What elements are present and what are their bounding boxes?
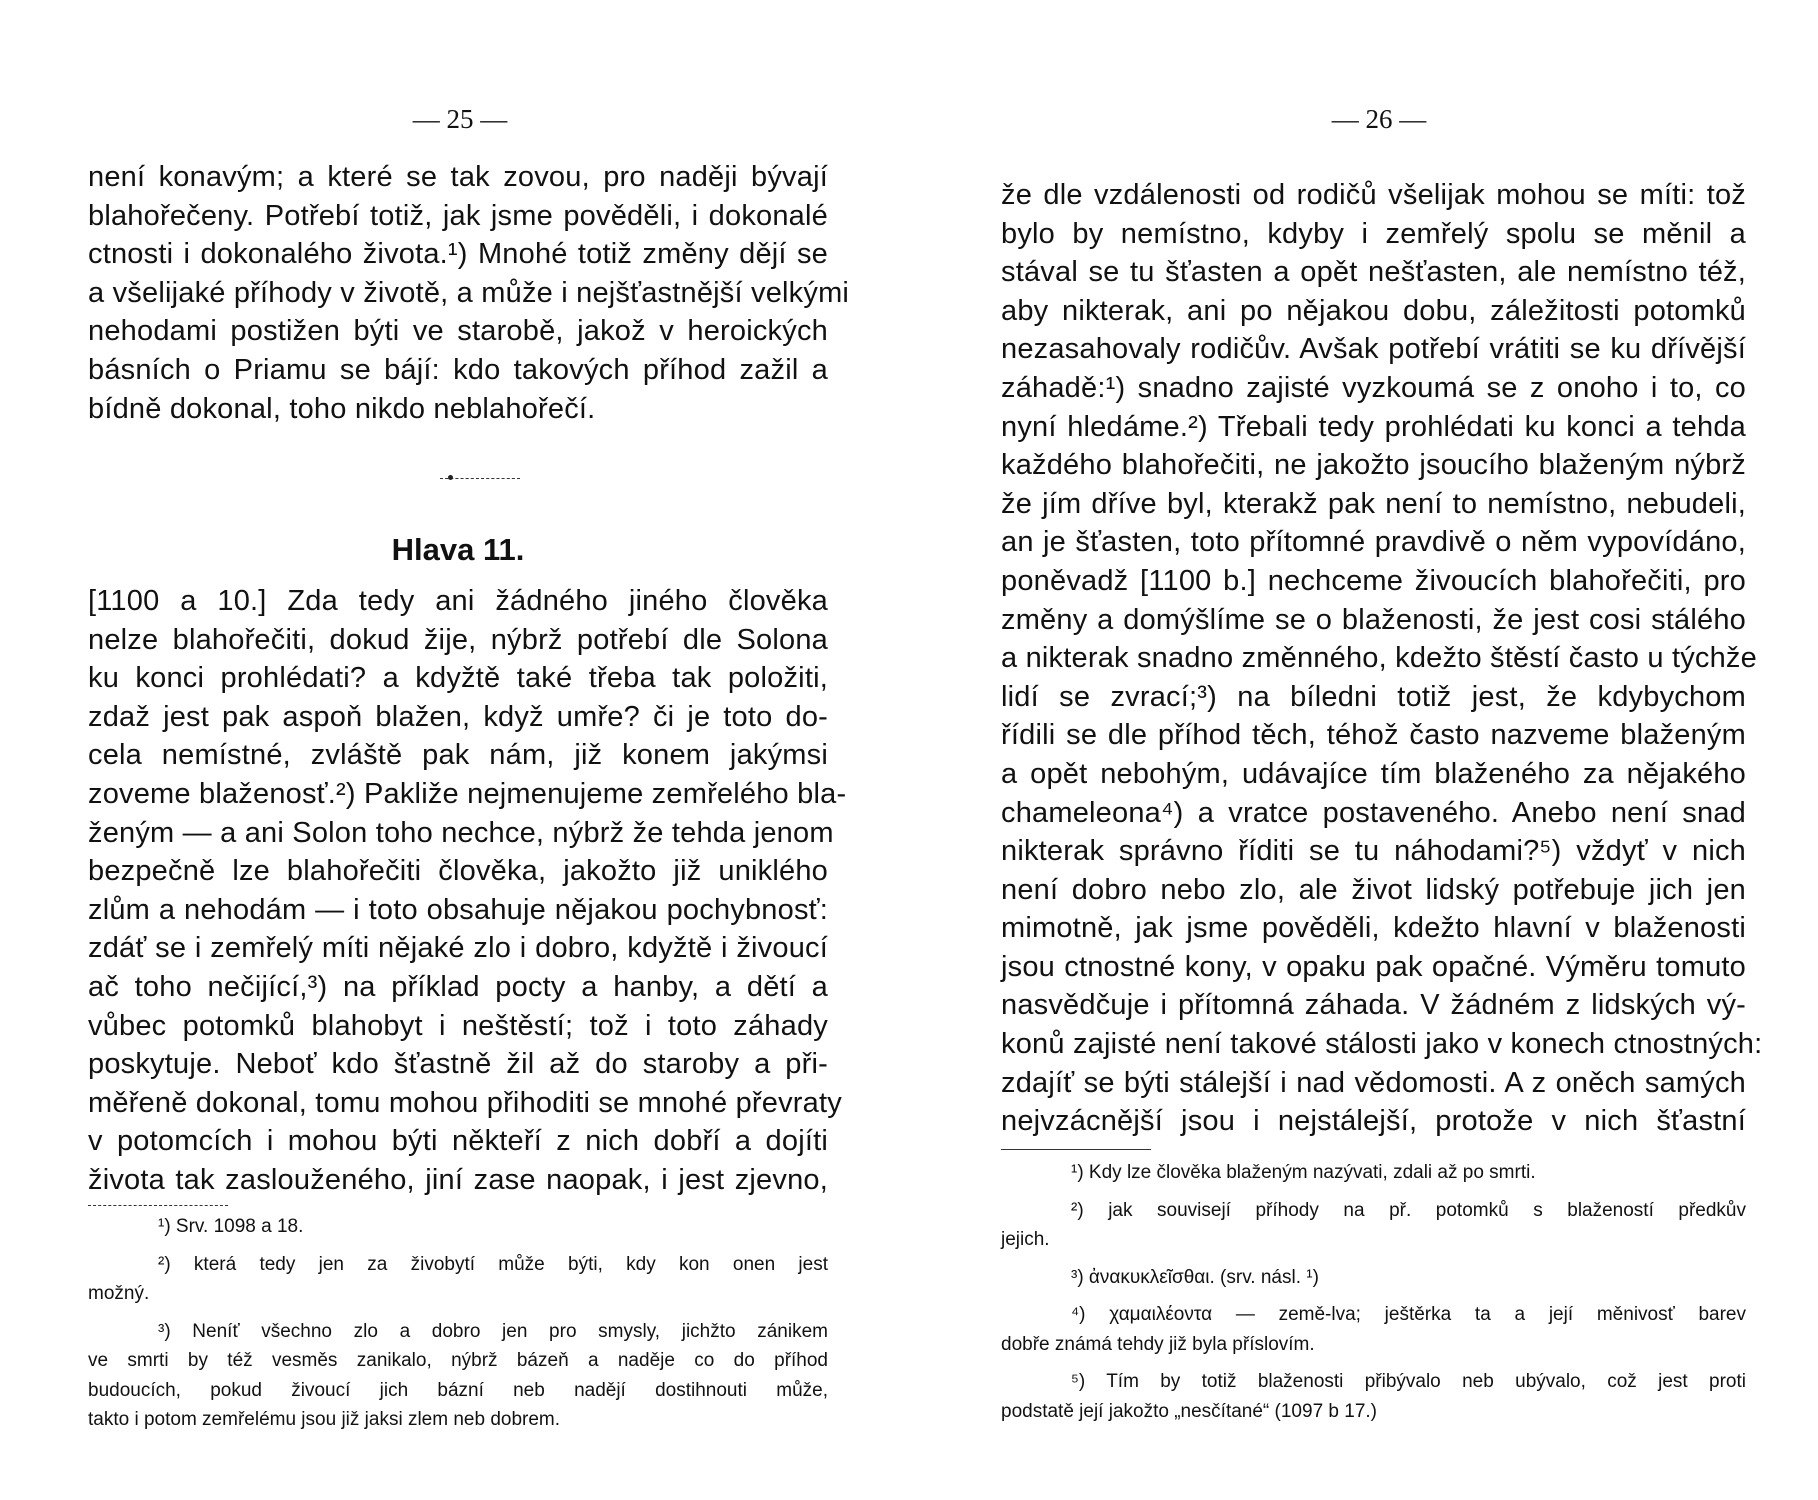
text-line: v potomcích i mohou býti někteří z nich dobří a dojíti <box>88 1125 828 1158</box>
text-line: nehodami postižen býti ve starobě, jakož v heroických <box>88 315 828 348</box>
text-line: a všelijaké příhody v životě, a může i nejšťastnější velkými <box>88 276 850 309</box>
text-line: každého blahořečiti, ne jakožto jsoucího blaženým nýbrž <box>1001 449 1746 482</box>
text-line: nejvzácnější jsou i nejstálejší, protože v nich šťastní <box>1001 1105 1746 1138</box>
text-line: a nikterak snadno změnného, kdežto štěstí často u týchže <box>1001 642 1757 675</box>
text-line: není konavým; a které se tak zovou, pro naději bývají <box>88 161 828 193</box>
text-line: nelze blahořečiti, dokud žije, nýbrž potřebí dle Solona <box>88 623 828 656</box>
text-line: aby nikterak, ani po nějakou dobu, záležitosti potomků <box>1001 294 1746 327</box>
footnote-1 <box>88 1212 828 1242</box>
text-line: ku konci prohlédati? a kdyžtě také třeba tak položiti, <box>88 662 828 695</box>
footnote-line: ⁴) χαμαιλέοντα — země-lva; ještěrka ta a její měnivosť barev <box>1071 1304 1746 1325</box>
text-line: nezasahovaly rodičův. Avšak potřebí vrátiti se ku dřívější <box>1001 333 1746 366</box>
footnote-line: ²) která tedy jen za živobytí může býti, kdy kon onen jest <box>158 1253 828 1275</box>
footnote-line: ve smrti by též vesměs zanikalo, nýbrž bázeň a naděje co do příhod <box>88 1350 828 1371</box>
footnote-line: budoucích, pokud živoucí jich bázní neb nadějí dostihnouti může, <box>88 1379 828 1401</box>
section-separator <box>440 478 520 481</box>
text-line: že dle vzdálenosti od rodičů všelijak mohou se míti: tož <box>1001 179 1746 211</box>
footnote-rule <box>1001 1149 1151 1150</box>
text-line: zdajíť se býti stálejší i nad vědomosti. A z oněch samých <box>1001 1066 1746 1099</box>
chapter-heading: Hlava 11. <box>391 532 525 567</box>
footnote-3 <box>88 1317 828 1435</box>
text-line: nasvědčuje i přítomná záhada. V žádném z lidských vý- <box>1001 989 1746 1022</box>
text-line: a opět nebohým, udávajíce tím blaženého za nějakého <box>1001 757 1746 790</box>
footnote-line: ⁵) Tím by totiž blaženosti přibývalo neb ubývalo, což jest proti <box>1071 1371 1746 1392</box>
footnote-1 <box>1001 1158 1746 1188</box>
footnotes <box>88 1212 828 1435</box>
text-line: zoveme blaženosť.²) Pakliže nejmenujeme zemřelého bla- <box>88 777 847 810</box>
footnote-line: ³) Neníť všechno zlo a dobro jen pro smysly, jichžto zánikem <box>158 1320 828 1342</box>
text-line: života tak zaslouženého, jiní zase naopak, i jest zjevno, <box>88 1163 828 1196</box>
footnote-rule <box>88 1205 228 1206</box>
text-line: chameleona⁴) a vratce postaveného. Anebo není snad <box>1001 796 1746 829</box>
text-line: lidí se zvrací;³) na bíledni totiž jest, že kdybychom <box>1001 680 1746 713</box>
text-line: poskytuje. Neboť kdo šťastně žil až do staroby a při- <box>88 1048 828 1081</box>
text-line: nikterak správno říditi se tu náhodami?⁵) vždyť v nich <box>1001 835 1746 868</box>
text-line: poněvadž [1100 b.] nechceme živoucích blahořečiti, pro <box>1001 564 1746 597</box>
text-line: ctnosti i dokonalého života.¹) Mnohé totiž změny dějí se <box>88 238 828 271</box>
footnote-4 <box>1001 1300 1746 1359</box>
text-line: bylo by nemístno, kdyby i zemřelý spolu se měnil a <box>1001 217 1746 250</box>
text-line: záhadě:¹) snadno zajisté vyzkoumá se z onoho i to, co <box>1001 371 1746 404</box>
text-line: konů zajisté není takové stálosti jako v konech ctnostných: <box>1001 1028 1763 1061</box>
text-line: zdáť se i zemřelý míti nějaké zlo i dobro, kdyžtě i živoucí <box>88 932 828 965</box>
footnote-3 <box>1001 1263 1746 1293</box>
right-page <box>909 0 1818 1500</box>
footnote-line: ²) jak souvisejí příhody na př. potomků s blažeností předkův <box>1071 1199 1746 1221</box>
text-line: jsou ctnostné kony, v opaku pak opačné. Výměru tomuto <box>1001 950 1746 983</box>
text-line: an je šťasten, toto přítomné pravdivě o něm vypovídáno, <box>1001 526 1746 559</box>
text-line: básních o Priamu se bájí: kdo takových příhod zažil a <box>88 353 828 386</box>
left-page <box>0 0 850 1500</box>
text-line: vůbec potomků blahobyt i neštěstí; tož i toto záhady <box>88 1009 828 1042</box>
footnote-2 <box>1001 1196 1746 1255</box>
footnote-line: dobře známá tehdy již byla příslovím. <box>1001 1333 1315 1355</box>
footnote-line: podstatě její jakožto „nesčítané“ (1097 b 17.) <box>1001 1400 1378 1422</box>
footnote-line: ¹) Srv. 1098 a 18. <box>158 1216 304 1237</box>
text-line: bídně dokonal, toho nikdo neblahořečí. <box>88 392 596 425</box>
text-line: cela nemístné, zvláště pak nám, již konem jakýmsi <box>88 739 828 772</box>
footnotes <box>1001 1158 1746 1426</box>
text-line: zdaž jest pak aspoň blažen, když umře? či je toto do- <box>88 700 828 733</box>
footnote-line: jejich. <box>1001 1229 1050 1250</box>
text-line: stával se tu šťasten a opět nešťasten, ale nemístno též, <box>1001 256 1746 289</box>
text-line: bezpečně lze blahořečiti člověka, jakožto již uniklého <box>88 855 828 888</box>
footnote-line: ¹) Kdy lze člověka blaženým nazývati, zdali až po smrti. <box>1071 1162 1536 1183</box>
footnote-line: možný. <box>88 1283 150 1304</box>
text-line: měřeně dokonal, tomu mohou přihoditi se mnohé převraty <box>88 1086 842 1119</box>
page-number: — 25 — <box>412 104 508 134</box>
text-line: [1100 a 10.] Zda tedy ani žádného jiného člověka <box>88 585 828 617</box>
text-line: že jím dříve byl, kterakž pak není to nemístno, nebudeli, <box>1001 487 1746 520</box>
text-line: mimotně, jak jsme pověděli, kdežto hlavní v blaženosti <box>1001 912 1746 945</box>
paragraph-main <box>1001 176 1763 1141</box>
text-line: změny a domýšlíme se o blaženosti, že jest cosi stálého <box>1001 603 1746 636</box>
text-line: ženým — a ani Solon toho nechce, nýbrž že tehda jenom <box>88 816 834 849</box>
footnote-line: takto i potom zemřelému jsou již jaksi zlem neb dobrem. <box>88 1409 561 1430</box>
text-line: nyní hledáme.²) Třebali tedy prohlédati ku konci a tehda <box>1001 410 1746 443</box>
text-line: ač toho nečijící,³) na příklad pocty a hanby, a dětí a <box>88 970 828 1003</box>
text-line: není dobro nebo zlo, ale život lidský potřebuje jich jen <box>1001 873 1746 906</box>
footnote-2 <box>88 1250 828 1309</box>
text-line: blahořečeny. Potřebí totiž, jak jsme pověděli, i dokonalé <box>88 199 828 232</box>
paragraph-chapter <box>88 582 847 1200</box>
footnote-5 <box>1001 1367 1746 1426</box>
paragraph-top <box>88 158 850 428</box>
text-line: řídili se dle příhod těch, téhož často nazveme blaženým <box>1001 719 1746 752</box>
text-line: zlům a nehodám — i toto obsahuje nějakou pochybnosť: <box>88 893 828 926</box>
page-number: — 26 — <box>1331 104 1427 134</box>
footnote-line: ³) ἀνακυκλεῖσθαι. (srv. násl. ¹) <box>1071 1266 1319 1288</box>
